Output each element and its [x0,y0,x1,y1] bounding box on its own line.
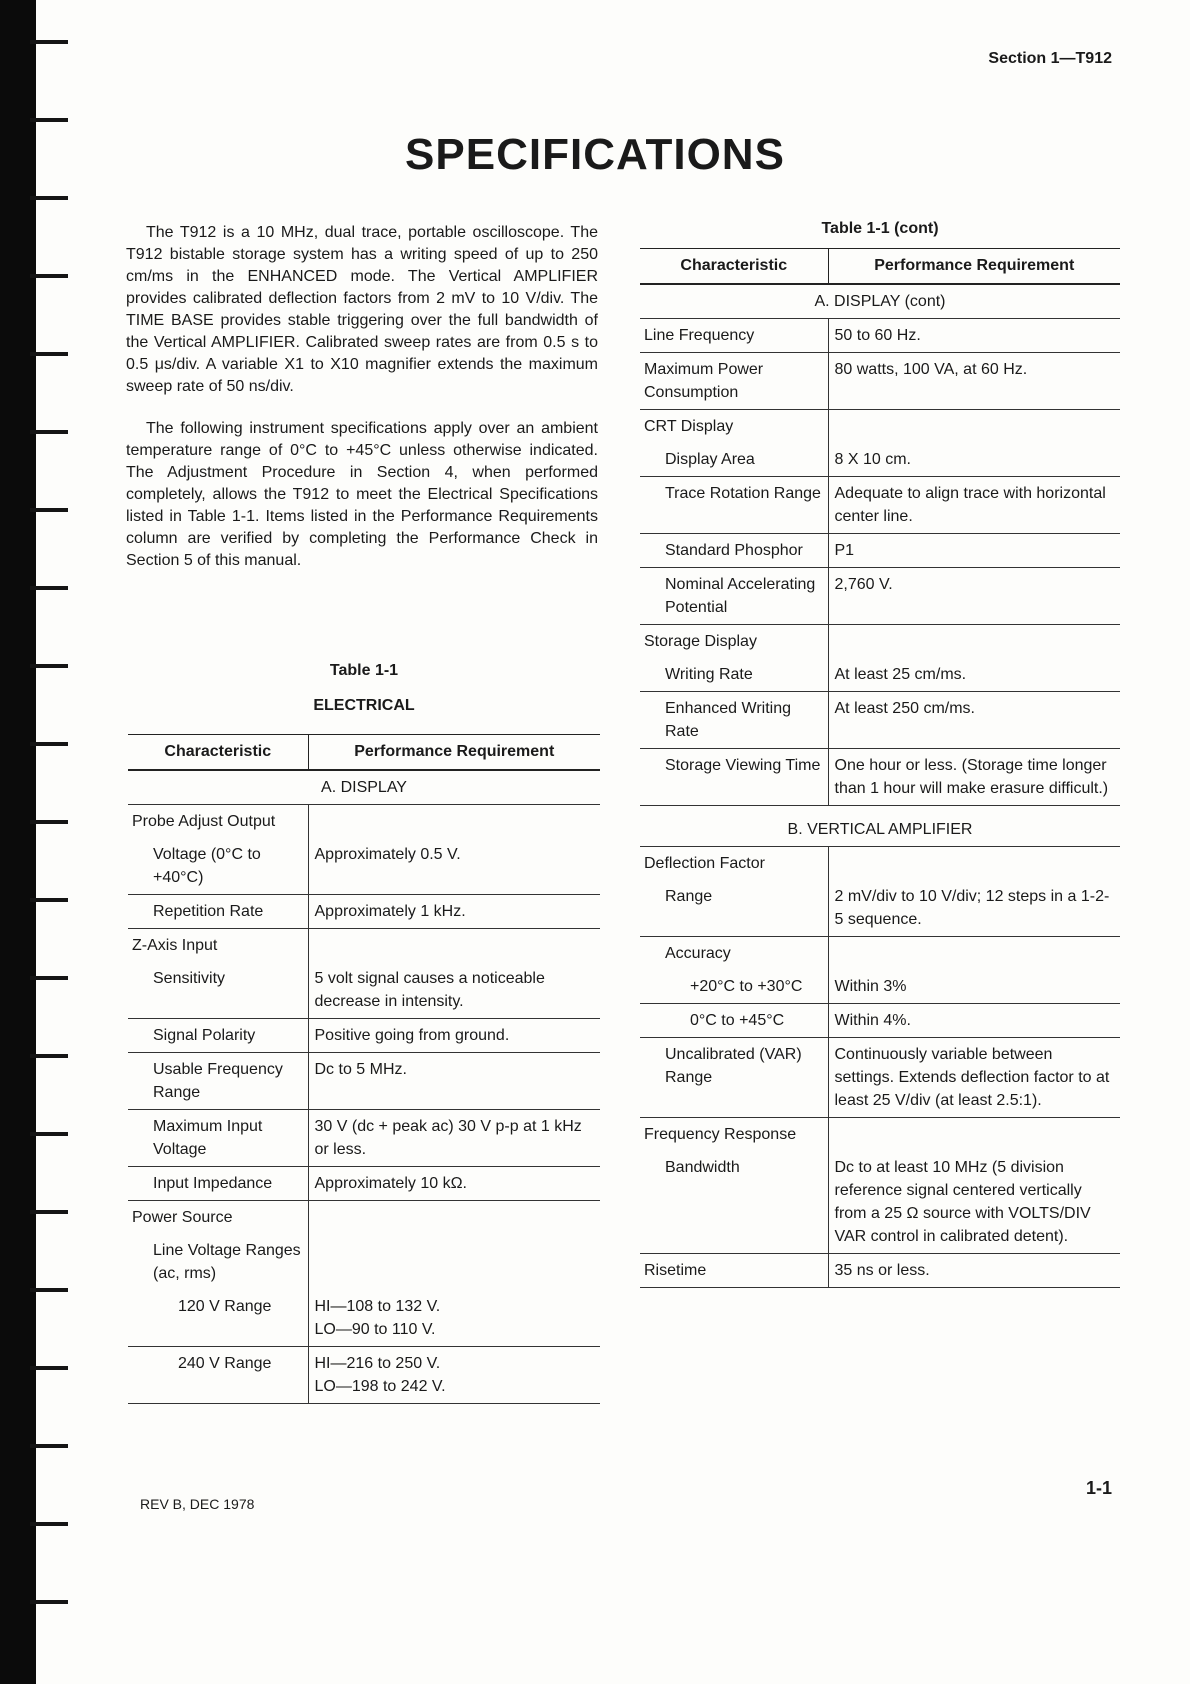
page-number: 1-1 [1085,1478,1112,1498]
table-row [640,970,1120,1004]
col-header-requirement: Performance Requirement [308,735,600,771]
row-char: Risetime [640,1254,828,1288]
row-req: Within 4%. [828,1004,1120,1038]
table-row [128,1201,600,1235]
row-req-line: LO—198 to 242 V. [314,1378,446,1395]
table-header-row [640,249,1120,285]
row-char: Maximum Power Consumption [640,353,828,410]
row-char: Input Impedance [128,1167,308,1201]
row-req: P1 [828,534,1120,568]
table-row [128,838,600,895]
table-row [128,1019,600,1053]
row-char: Usable Frequency Range [128,1053,308,1110]
binding-tooth [30,976,68,980]
table-row [640,319,1120,353]
table-row [128,1110,600,1167]
binding-strip [0,0,36,1684]
table-row [640,1254,1120,1288]
row-char: Signal Polarity [128,1019,308,1053]
table-row [128,1167,600,1201]
table-row [640,847,1120,881]
row-req [308,1290,600,1347]
binding-tooth [30,820,68,824]
row-char: Frequency Response [644,1126,797,1143]
row-req [308,1201,600,1235]
binding-tooth [30,586,68,590]
row-req: Approximately 0.5 V. [308,838,600,895]
section-row [640,806,1120,847]
table-row [128,929,600,963]
row-char: Writing Rate [640,658,828,692]
binding-tooth [30,196,68,200]
row-req-line: HI—216 to 250 V. [314,1355,441,1372]
section-display-cont: A. DISPLAY (cont) [640,284,1120,319]
row-char: Probe Adjust Output [132,813,276,830]
table-row [128,805,600,839]
binding-tooth [30,1444,68,1448]
row-req: One hour or less. (Storage time longer than 1 hour will make erasure difficult.) [828,749,1120,806]
col-header-requirement: Performance Requirement [828,249,1120,285]
table-row [640,1004,1120,1038]
section-row [128,770,600,805]
row-req [308,805,600,839]
binding-tooth [30,1288,68,1292]
binding-tooth [30,1054,68,1058]
row-char: Line Voltage Ranges (ac, rms) [153,1242,301,1282]
intro-paragraph-1: The T912 is a 10 MHz, dual trace, portable oscilloscope. The T912 bistable storage system has a writing speed of up to 250 cm/ms in the ENHANCED mode. The Vertical AMPLIFIER provides calibrated deflection factors from 2 mV to 10 V/div. The TIME BASE provides stable triggering over the full bandwidth of the Vertical AMPLIFIER. Calibrated sweep rates are from 0.5 s to 0.5 μs/div. A variable X1 to X10 magnifier extends the maximum sweep rate of 50 ns/div. [126,224,598,395]
row-req: 5 volt signal causes a noticeable decrease in intensity. [308,962,600,1019]
row-req: 2 mV/div to 10 V/div; 12 steps in a 1-2-5 sequence. [828,880,1120,937]
table-row [640,477,1120,534]
binding-tooth [30,430,68,434]
row-char: Accuracy [665,945,731,962]
table-row [640,692,1120,749]
binding-tooth [30,898,68,902]
row-req: Positive going from ground. [308,1019,600,1053]
table-caption: Table 1-1 [329,662,399,679]
binding-tooth [30,118,68,122]
row-req-line: HI—108 to 132 V. [314,1298,441,1315]
table-row [128,1053,600,1110]
section-header: Section 1—T912 [988,50,1112,67]
binding-tooth [30,664,68,668]
col-header-characteristic: Characteristic [128,735,308,771]
row-char: Standard Phosphor [640,534,828,568]
row-char: Bandwidth [640,1151,828,1254]
row-req: Approximately 1 kHz. [308,895,600,929]
row-req: Within 3% [828,970,1120,1004]
binding-tooth [30,1366,68,1370]
row-req: Approximately 10 kΩ. [308,1167,600,1201]
electrical-spec-table-cont [640,248,1120,1288]
row-req: 80 watts, 100 VA, at 60 Hz. [828,353,1120,410]
row-req [828,410,1120,444]
table-row [640,749,1120,806]
section-row [640,284,1120,319]
row-req [308,929,600,963]
row-char: +20°C to +30°C [640,970,828,1004]
row-char: Storage Viewing Time [640,749,828,806]
row-char: Line Frequency [640,319,828,353]
table-row [640,937,1120,971]
row-req: 35 ns or less. [828,1254,1120,1288]
table-row [128,895,600,929]
row-char: Trace Rotation Range [640,477,828,534]
row-req: At least 250 cm/ms. [828,692,1120,749]
page-title: SPECIFICATIONS [405,130,785,179]
row-char: Uncalibrated (VAR) Range [640,1038,828,1118]
table-row [640,443,1120,477]
row-char: 120 V Range [128,1290,308,1347]
table-row [128,1347,600,1404]
binding-tooth [30,742,68,746]
intro-paragraph-2: The following instrument specifications apply over an ambient temperature range of 0°C to +45°C unless otherwise indicated. The Adjustment Procedure in Section 4, when performed completely, allows the T912 to meet the Electrical Specifications listed in Table 1-1. Items listed in the Performance Requirements column are verified by completing the Performance Check in Section 5 of this manual. [126,420,598,569]
binding-tooth [30,40,68,44]
row-char: Deflection Factor [644,855,765,872]
intro-text [126,222,598,592]
table-row [640,625,1120,659]
row-char: Z-Axis Input [132,937,218,954]
table-row [640,410,1120,444]
row-req [308,1347,600,1404]
table-caption: Table 1-1 (cont) [821,220,939,237]
table-row [128,1290,600,1347]
row-char: CRT Display [644,418,734,435]
binding-tooth [30,1210,68,1214]
binding-tooth [30,1522,68,1526]
electrical-spec-table [128,734,600,1404]
row-char: Nominal Accelerating Potential [640,568,828,625]
binding-tooth [30,1132,68,1136]
row-req: 50 to 60 Hz. [828,319,1120,353]
row-char: Enhanced Writing Rate [640,692,828,749]
row-char: Power Source [132,1209,233,1226]
row-req [828,1118,1120,1152]
binding-tooth [30,352,68,356]
row-req: 30 V (dc + peak ac) 30 V p-p at 1 kHz or less. [308,1110,600,1167]
row-char: Storage Display [644,633,757,650]
col-header-characteristic: Characteristic [640,249,828,285]
table-row [640,880,1120,937]
table-row [640,1038,1120,1118]
row-char: Repetition Rate [128,895,308,929]
row-req: At least 25 cm/ms. [828,658,1120,692]
row-req [828,847,1120,881]
row-req: Dc to at least 10 MHz (5 division reference signal centered vertically from a 25 Ω source with VOLTS/DIV VAR control in calibrated detent). [828,1151,1120,1254]
row-req: 2,760 V. [828,568,1120,625]
row-char: 0°C to +45°C [640,1004,828,1038]
binding-tooth [30,274,68,278]
binding-tooth [30,1600,68,1604]
row-char: Voltage (0°C to +40°C) [128,838,308,895]
section-vertical-amplifier: B. VERTICAL AMPLIFIER [640,806,1120,847]
table-row [640,353,1120,410]
table-row [640,534,1120,568]
revision-note: REV B, DEC 1978 [140,1496,255,1512]
row-req: 8 X 10 cm. [828,443,1120,477]
row-req-line: LO—90 to 110 V. [314,1321,436,1338]
row-char: Sensitivity [128,962,308,1019]
row-char: Range [640,880,828,937]
row-char: Maximum Input Voltage [128,1110,308,1167]
table-header-row [128,735,600,771]
row-req [308,1234,600,1290]
row-req: Dc to 5 MHz. [308,1053,600,1110]
section-display: A. DISPLAY [128,770,600,805]
table-row [640,1151,1120,1254]
row-req: Continuously variable between settings. Extends deflection factor to at least 25 V/div (at least 2.5:1). [828,1038,1120,1118]
row-char: 240 V Range [128,1347,308,1404]
row-req: Adequate to align trace with horizontal center line. [828,477,1120,534]
row-char: Display Area [640,443,828,477]
table-row [640,568,1120,625]
row-req [828,937,1120,971]
table-row [640,658,1120,692]
table-row [128,1234,600,1290]
table-row [128,962,600,1019]
binding-tooth [30,508,68,512]
table-subcaption: ELECTRICAL [313,697,415,714]
table-row [640,1118,1120,1152]
row-req [828,625,1120,659]
